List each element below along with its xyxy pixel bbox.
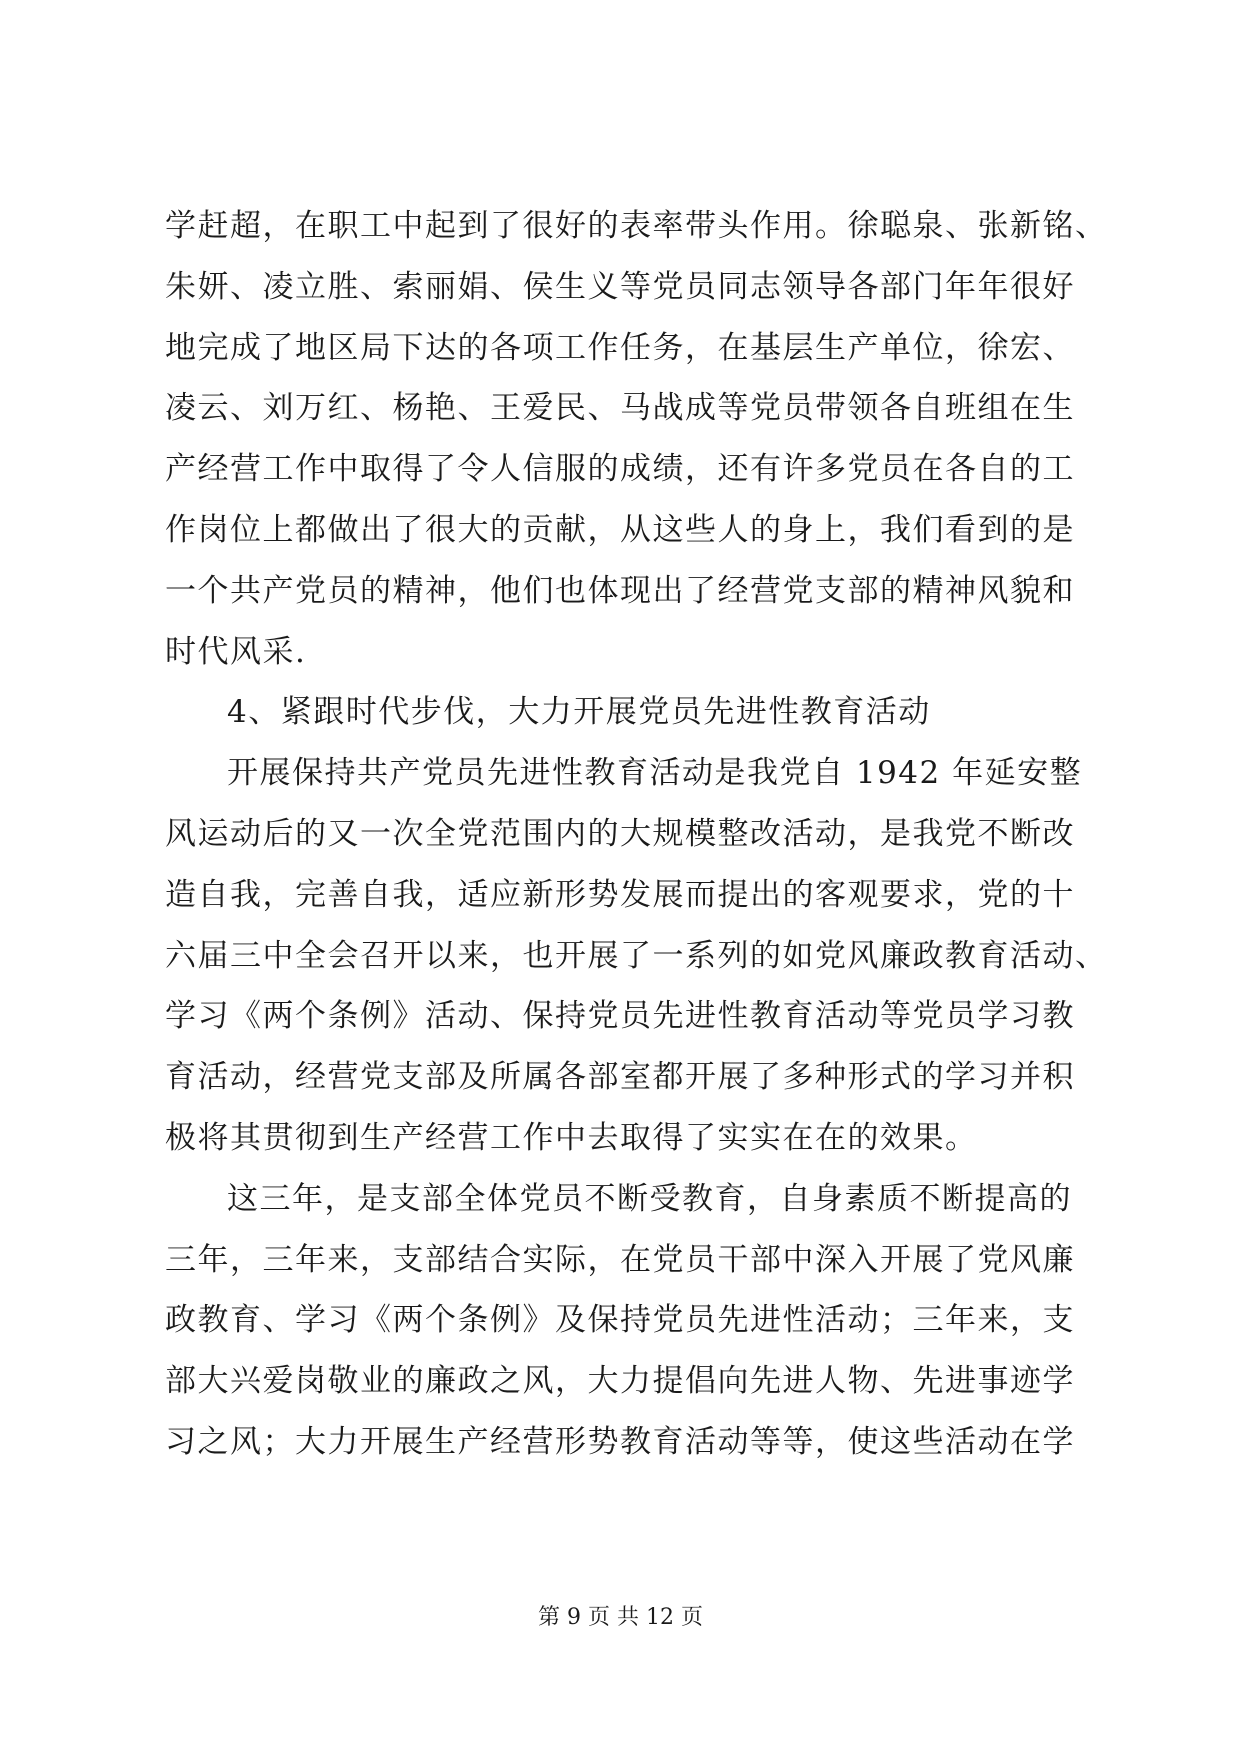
- text-line: 造自我，完善自我，适应新形势发展而提出的客观要求，党的十: [165, 876, 1075, 913]
- text-line: 产经营工作中取得了令人信服的成绩，还有许多党员在各自的工: [165, 451, 1075, 488]
- text-line: 地完成了地区局下达的各项工作任务，在基层生产单位，徐宏、: [165, 329, 1075, 366]
- text-line: 凌云、刘万红、杨艳、王爱民、马战成等党员带领各自班组在生: [165, 390, 1075, 427]
- text-line: 学习《两个条例》活动、保持党员先进性教育活动等党员学习教: [165, 998, 1075, 1035]
- text-line: 开展保持共产党员先进性教育活动是我党自 1942 年延安整: [227, 755, 1083, 792]
- text-line: 部大兴爱岗敬业的廉政之风，大力提倡向先进人物、先进事迹学: [165, 1363, 1075, 1400]
- text-line: 政教育、学习《两个条例》及保持党员先进性活动；三年来，支: [165, 1302, 1075, 1339]
- text-line: 六届三中全会召开以来，也开展了一系列的如党风廉政教育活动、: [165, 937, 1108, 974]
- text-line: 风运动后的又一次全党范围内的大规模整改活动，是我党不断改: [165, 815, 1075, 852]
- text-line: 时代风采.: [165, 633, 307, 670]
- section-heading: 4、紧跟时代步伐，大力开展党员先进性教育活动: [227, 694, 931, 731]
- text-line: 一个共产党员的精神，他们也体现出了经营党支部的精神风貌和: [165, 572, 1075, 609]
- page-number-footer: 第 9 页 共 12 页: [538, 1605, 703, 1630]
- text-line: 习之风；大力开展生产经营形势教育活动等等，使这些活动在学: [165, 1423, 1075, 1460]
- text-line: 朱妍、凌立胜、索丽娟、侯生义等党员同志领导各部门年年很好: [165, 268, 1075, 305]
- text-line: 育活动，经营党支部及所属各部室都开展了多种形式的学习并积: [165, 1059, 1075, 1096]
- body-text: [165, 196, 1108, 1473]
- text-line: 三年，三年来，支部结合实际，在党员干部中深入开展了党风廉: [165, 1241, 1075, 1278]
- text-line: 作岗位上都做出了很大的贡献，从这些人的身上，我们看到的是: [165, 511, 1075, 548]
- text-line: 学赶超，在职工中起到了很好的表率带头作用。徐聪泉、张新铭、: [165, 208, 1108, 244]
- text-line: 这三年，是支部全体党员不断受教育，自身素质不断提高的: [227, 1180, 1072, 1217]
- text-line: 极将其贯彻到生产经营工作中去取得了实实在在的效果。: [165, 1119, 978, 1156]
